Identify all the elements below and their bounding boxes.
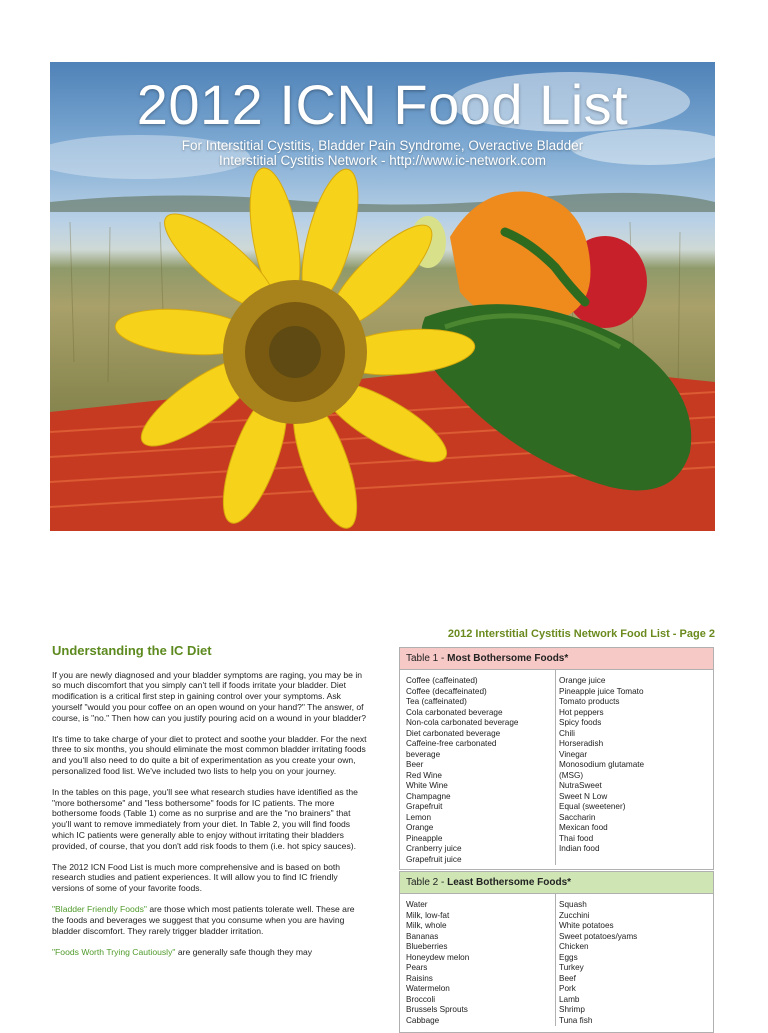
food-item: Indian food — [559, 844, 600, 853]
food-item: Cranberry juice — [406, 844, 462, 853]
cover-title: 2012 ICN Food List — [136, 73, 629, 136]
food-item: Tomato products — [559, 697, 620, 706]
cover-image — [50, 62, 715, 531]
food-item: Squash — [559, 900, 587, 909]
food-item: Brussels Sprouts — [406, 1005, 468, 1014]
table-most-bothersome — [399, 647, 714, 870]
food-item: Vinegar — [559, 749, 588, 759]
paragraph: It's time to take charge of your diet to protect and soothe your bladder. For the next three to six months, you should eliminate the most common bladder irritating foods and you'll also need to do quite a bit of experimentation as you create your own, personalized food list. We've included two lists to help you on your journey. — [52, 733, 367, 776]
food-item: Grapefruit juice — [406, 854, 462, 864]
food-item: Caffeine-free carbonated — [406, 739, 497, 748]
food-item: Bananas — [406, 931, 439, 941]
food-item: Diet carbonated beverage — [406, 728, 501, 738]
highlight-term: "Foods Worth Trying Cautiously" — [52, 946, 176, 957]
food-item: Orange juice — [559, 676, 606, 685]
paragraph — [52, 947, 368, 958]
food-item: Pork — [559, 984, 576, 993]
article-column — [52, 643, 368, 968]
food-item: Shrimp — [559, 1005, 585, 1014]
food-item: beverage — [406, 749, 441, 759]
food-item: Cola carbonated beverage — [406, 707, 503, 717]
food-item: Raisins — [406, 973, 433, 983]
food-item: Tea (caffeinated) — [406, 697, 467, 706]
food-item: Blueberries — [406, 942, 448, 951]
food-item: Beef — [559, 973, 576, 983]
food-item: Sweet potatoes/yams — [559, 931, 638, 941]
paragraph: If you are newly diagnosed and your bladder symptoms are raging, you may be in so much discomfort that you simply can't tell if foods irritate your bladder. Diet modification is a critical first step in gaining control over your symptoms. Ask yourself "would you pour coffee on an open wound on your hand?" The answer, of course, is "no." Then how can you justify pouring acid on a wound in your bladder? — [52, 669, 367, 723]
food-item: Beer — [406, 760, 424, 769]
food-item: Pineapple juice Tomato — [559, 686, 644, 696]
food-item: Lemon — [406, 812, 432, 822]
table-prefix: Table 1 - — [406, 653, 448, 664]
table-header — [400, 872, 713, 894]
food-item: Grapefruit — [406, 802, 443, 811]
food-item: Champagne — [406, 791, 451, 801]
food-item: Horseradish — [559, 739, 604, 748]
food-item: Sweet N Low — [559, 791, 608, 801]
table-title: Most Bothersome Foods* — [447, 653, 569, 664]
section-title: Understanding the IC Diet — [52, 643, 212, 658]
table-body — [400, 670, 713, 865]
food-item: Orange — [406, 823, 434, 832]
table-body — [400, 894, 713, 1026]
page-header: 2012 Interstitial Cystitis Network Food List - Page 2 — [447, 628, 715, 640]
paragraph: The 2012 ICN Food List is much more comprehensive and is based on both research studies and patient experiences. It will allow you to find IC friendly versions of some of your favorite foods. — [52, 861, 341, 894]
food-item: (MSG) — [559, 770, 584, 780]
food-item: Milk, whole — [406, 921, 447, 930]
food-item: Tuna fish — [559, 1015, 593, 1025]
food-item: Pears — [406, 963, 428, 972]
table-least-bothersome — [399, 871, 714, 1033]
cover-subtitle: For Interstitial Cystitis, Bladder Pain Syndrome, Overactive Bladder — [181, 138, 584, 153]
food-item: Saccharin — [559, 812, 596, 822]
food-item: Water — [406, 900, 428, 909]
food-item: Lamb — [559, 994, 580, 1004]
food-item: Pineapple — [406, 833, 443, 843]
food-item: Coffee (decaffeinated) — [406, 686, 487, 696]
paragraph — [52, 904, 368, 936]
food-item: Thai food — [559, 833, 594, 843]
food-item: Honeydew melon — [406, 952, 470, 962]
food-item: Monosodium glutamate — [559, 760, 645, 769]
food-item: Turkey — [559, 963, 584, 972]
food-item: Watermelon — [406, 984, 450, 993]
food-item: Hot peppers — [559, 707, 604, 717]
food-item: Equal (sweetener) — [559, 802, 626, 811]
highlight-term: "Bladder Friendly Foods" — [52, 904, 147, 915]
food-item: White Wine — [406, 781, 448, 790]
food-item: Red Wine — [406, 770, 442, 780]
cover-website-line: Interstitial Cystitis Network - http://www.ic-network.com — [218, 153, 547, 168]
table-column-left — [406, 900, 555, 1026]
paragraph-text: are generally safe though they may — [175, 946, 313, 957]
food-item: Spicy foods — [559, 718, 602, 727]
table-column-right — [555, 670, 708, 865]
food-item: Coffee (caffeinated) — [406, 676, 478, 685]
food-item: Chicken — [559, 942, 589, 951]
food-item: White potatoes — [559, 921, 614, 930]
food-item: Eggs — [559, 952, 578, 962]
food-item: Chili — [559, 728, 575, 738]
food-item: Broccoli — [406, 994, 436, 1004]
food-item: Cabbage — [406, 1015, 440, 1025]
food-item: Zucchini — [559, 910, 590, 920]
paragraph-text: are those which most patients tolerate well. These are the foods and beverages we suggest that you consume when you are having bladder discomfort. They rarely trigger bladder irritation. — [52, 904, 355, 936]
table-prefix: Table 2 - — [406, 877, 448, 888]
paragraph: In the tables on this page, you'll see what research studies have identified as the "more bothersome" and "less bothersome" foods for IC patients. The more bothersome foods (Table 1) come as no surprise and are the "no brainers" that you'll want to remove immediately from your diet. In Table 2, you will find foods which IC patients were generally able to enjoy without irritating their bladders provided, of course, that you don't add risk foods to them (i.e. hot spicy sauces). — [52, 787, 358, 851]
table-column-right — [555, 894, 708, 1026]
food-item: Non-cola carbonated beverage — [406, 718, 519, 727]
table-title: Least Bothersome Foods* — [447, 877, 572, 888]
food-item: Milk, low-fat — [406, 910, 450, 920]
table-column-left — [406, 676, 555, 865]
food-item: NutraSweet — [559, 781, 602, 790]
table-header — [400, 648, 713, 670]
food-item: Mexican food — [559, 823, 608, 832]
